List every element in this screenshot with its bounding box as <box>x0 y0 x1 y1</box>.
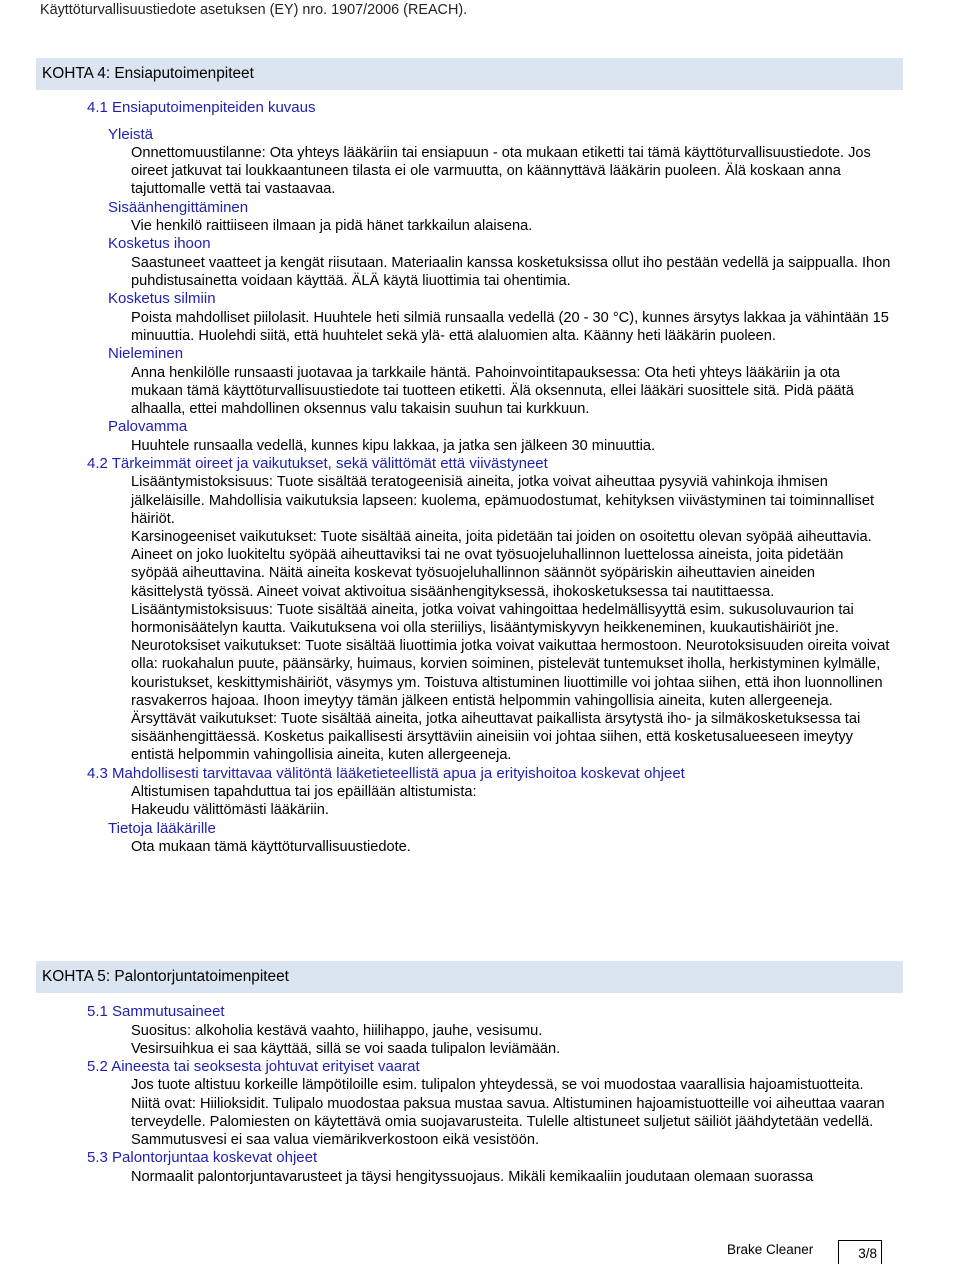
document-header: Käyttöturvallisuustiedote asetuksen (EY) nro. 1907/2006 (REACH). <box>40 2 468 18</box>
subsection-5-2: 5.2 Aineesta tai seoksesta johtuvat erityiset vaarat <box>87 1057 420 1075</box>
text-special-hazards: Jos tuote altistuu korkeille lämpötiloille esim. tulipalon yhteydessä, se voi muodostaa vaarallisia hajoamistuotteita. Niitä ovat: Hiilioksidit. Tulipalo muodostaa paksua mustaa savua. Altistuminen hajoamistuotteille voi aiheuttaa vaaran terveydelle. Palomiesten on käytettävä omia suojavarusteita. Tulelle altistuneet suljetut säiliöt jäähdytetään vedellä. Sammutusvesi ei saa valua viemärikverkostoon eikä vesistöön. <box>131 1077 885 1149</box>
heading-eye-contact: Kosketus silmiin <box>108 290 216 308</box>
text-carcinogenic: Karsinogeeniset vaikutukset: Tuote sisältää aineita, joita pidetään tai joiden on osoitettu olevan syöpää aiheuttavia. Aineet on joko luokiteltu syöpää aiheuttaviksi tai ne ovat työsuojeluhallinnon luettelossa aineista, joita pidetään syöpää aiheuttavina. Näitä aineita koskevat työsuojeluhallinnon säännöt syöpäriskin aiheuttavien aineiden käsittelystä työssä. Aineet voivat aktivoitua sisäänhengityksessä, ihokosketuksessa tai nautittaessa. <box>131 529 872 600</box>
subsection-4-1: 4.1 Ensiaputoimenpiteiden kuvaus <box>87 99 316 116</box>
section-4-title: KOHTA 4: Ensiaputoimenpiteet <box>36 58 903 90</box>
footer-product-name: Brake Cleaner <box>727 1242 814 1257</box>
section-5-content <box>0 1003 960 1186</box>
heading-ingestion: Nieleminen <box>108 345 184 363</box>
text-extinguishing-forbidden: Vesirsuihkua ei saa käyttää, sillä se voi saada tulipalon leviämään. <box>131 1040 561 1057</box>
text-neurotoxic: Neurotoksiset vaikutukset: Tuote sisältää liuottimia jotka voivat vaikuttaa hermostoon. Neurotoksisuuden oireita voivat olla: ruokahalun puute, päänsärky, huimaus, korvien soiminen, pistelevät tuntemukset iholla, herkistyminen kylmälle, kouristukset, keskittymishäiriöt, väsymys ym. Toistuva altistuminen liuottimille voi johtaa siihen, että ihon luonnollinen rasvakerros hajoaa. Ihoon imeytyy tämän jälkeen entistä helpommin vahingollisia aineita, kuten allergeeneja. <box>131 638 890 709</box>
text-ingestion: Anna henkilölle runsaasti juotavaa ja tarkkaile häntä. Pahoinvointitapauksessa: Ota heti yhteys lääkäriin ja ota mukaan tämä käyttöturvallisuustiedote tai tuotteen etiketti. Älä oksennuta, ellei lääkäri suosittele sitä. Pidä päätä alhaalla, ettei mahdollinen oksennus valu takaisin suuhun tai kurkkuun. <box>131 364 854 418</box>
subsection-5-1: 5.1 Sammutusaineet <box>87 1003 225 1020</box>
heading-skin-contact: Kosketus ihoon <box>108 235 211 253</box>
text-inhalation: Vie henkilö raittiiseen ilmaan ja pidä hänet tarkkailun alaisena. <box>131 218 533 235</box>
text-firefighting-advice: Normaalit palontorjuntavarusteet ja täysi hengityssuojaus. Mikäli kemikaaliin joudutaan olemaan suorassa <box>131 1168 814 1185</box>
heading-burn: Palovamma <box>108 418 188 436</box>
section-5-title: KOHTA 5: Palontorjuntatoimenpiteet <box>36 961 903 993</box>
text-burn: Huuhtele runsaalla vedellä, kunnes kipu lakkaa, ja jatka sen jälkeen 30 minuuttia. <box>131 437 656 454</box>
heading-general: Yleistä <box>108 125 154 143</box>
section-4-content <box>0 99 960 856</box>
text-exposure: Altistumisen tapahduttua tai jos epäillään altistumista: <box>131 784 477 801</box>
text-irritant: Ärsyttävät vaikutukset: Tuote sisältää aineita, jotka aiheuttavat paikallista ärsytystä iho- ja silmäkosketuksessa tai sisäänhengittäessä. Kosketus paikallisesti ärsyttäviin aineisiin voi johtaa siihen, että kosketusalueeseen imeytyy entistä helpommin vahingollisia aineita, kuten allergeeneja. <box>131 711 861 764</box>
subsection-4-2: 4.2 Tärkeimmät oireet ja vaikutukset, sekä välittömät että viivästyneet <box>87 454 548 472</box>
text-skin-contact: Saastuneet vaatteet ja kengät riisutaan. Materiaalin kanssa kosketuksissa ollut iho pestään vedellä ja saippualla. Ihon puhdistusainetta voidaan käyttää. ÄLÄ käytä liuottimia tai ohentimia. <box>131 254 891 290</box>
text-reproductive-toxicity: Lisääntymistoksisuus: Tuote sisältää teratogeenisiä aineita, jotka voivat aiheuttaa pysyviä vahinkoja ihmisen jälkeläisille. Mahdollisia vaikutuksia lapseen: kuolema, epämuodostumat, kehityksen viivästyminen tai toiminnalliset häiriöt. <box>131 474 875 527</box>
text-extinguishing-recommended: Suositus: alkoholia kestävä vaahto, hiilihappo, jauhe, vesisumu. <box>131 1022 543 1039</box>
subsection-4-3: 4.3 Mahdollisesti tarvittavaa välitöntä lääketieteellistä apua ja erityishoitoa koskevat ohjeet <box>87 764 685 782</box>
subsection-5-3: 5.3 Palontorjuntaa koskevat ohjeet <box>87 1149 318 1167</box>
heading-doctor-info: Tietoja lääkärille <box>108 819 216 837</box>
text-fertility: Lisääntymistoksisuus: Tuote sisältää aineita, jotka voivat vahingoittaa hedelmällisyyttä esim. sukusoluvaurion tai hormonisäätelyn kautta. Vaikutuksena voi olla steriiliys, lisääntymiskyvyn heikkeneminen, kuukautishäiriöt jne. <box>131 601 854 637</box>
page-number: 3/8 <box>838 1240 882 1264</box>
heading-inhalation: Sisäänhengittäminen <box>108 198 249 216</box>
text-doctor-info: Ota mukaan tämä käyttöturvallisuustiedote. <box>131 839 411 856</box>
text-seek-doctor: Hakeudu välittömästi lääkäriin. <box>131 802 329 819</box>
text-eye-contact: Poista mahdolliset piilolasit. Huuhtele heti silmiä runsaalla vedellä (20 - 30 °C), kunnes ärsytys lakkaa ja vähintään 15 minuuttia. Huolehdi siitä, että huuhtelet sekä ylä- että alaluomien alta. Käänny heti lääkärin puoleen. <box>131 309 889 344</box>
text-general: Onnettomuustilanne: Ota yhteys lääkäriin tai ensiapuun - ota mukaan etiketti tai tämä käyttöturvallisuustiedote. Jos oireet jatkuvat tai loukkaantuneen tilasta ei ole varmuutta, on käännyttävä lääkärin puoleen. Älä koskaan anna tajuttomalle vettä tai vastaavaa. <box>131 145 871 198</box>
